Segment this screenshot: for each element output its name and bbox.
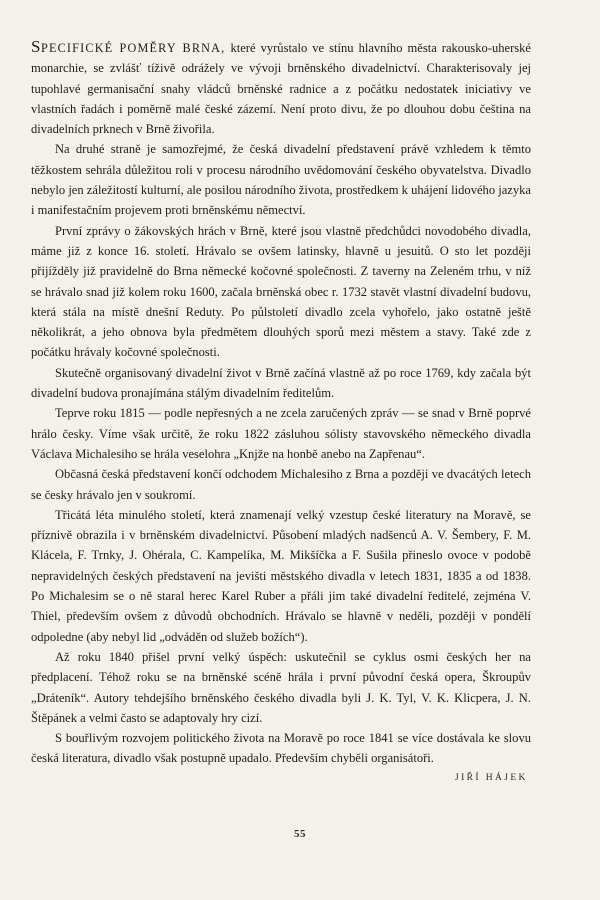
paragraph-5: Teprve roku 1815 — podle nepřesných a ne zcela zaručených zpráv — se snad v Brně poprvé hrálo česky. Víme však určitě, že roku 1822 zásluhou sólisty stavovského německého divadla Václava Michalesiho se hrála veselohra „Knjže na honbě anebo na Zapřenau“. (31, 406, 531, 461)
paragraph-7: Třicátá léta minulého století, která znamenají velký vzestup české literatury na Moravě, se příznivě obrazila i v brněnském divadelnictví. Působení mladých nadšenců A. V. Šembery, F. M. Klácela, F. Trnky, J. Ohérala, C. Kampelíka, M. Mikšíčka a F. Sušila přineslo ovoce v podobě nepravidelných českých představení na jevišti městského divadla v letech 1831, 1835 a od 1838. Po Michalesim se o ně staral herec Karel Ruber a přáli jim také divadelní ředitelé, zejména V. Thiel, především ovšem z důvodů obchodních. Hrávalo se hlavně v neděli, později v pondělí odpoledne (aby nebyl lid „odváděn od služeb božích“). (31, 507, 531, 644)
author-signature: JIŘÍ HÁJEK (455, 773, 528, 783)
paragraph-6: Občasná česká představení končí odchodem Michalesiho z Brna a později ve dvacátých letech se česky hrávalo jen v soukromí. (31, 467, 531, 502)
lead-in-initial: S (31, 37, 41, 56)
paragraph-3: První zprávy o žákovských hrách v Brně, které jsou vlastně předchůdci novodobého divadla, máme již z konce 16. století. Hrávalo se ovšem latinsky, hlavně u jesuitů. O sto let později přijížděly již pravidelně do Brna německé kočovné společnosti. Z taverny na Zeleném trhu, v níž se hrávalo snad již kolem roku 1600, začala brněnská obec r. 1732 stavět vlastní divadelní budovu, která stála na místě dnešní Reduty. Po půlstoletí divadlo zcela vyhořelo, jako ostatně ještě několikrát, a jeho obnova byla předmětem dlouhých sporů mezi městem a stavy. Také zde z počátku hrávaly kočovné společnosti. (31, 223, 531, 360)
paragraph-8: Až roku 1840 přišel první velký úspěch: uskutečnil se cyklus osmi českých her na předplacení. Téhož roku se na brněnské scéně hrála i první původní česká opera, Škroupův „Dráteník“. Autory tehdejšího brněnského českého divadla byli J. K. Tyl, V. K. Klicpera, J. N. Štěpánek a velmi často se adaptovaly hry cizí. (31, 649, 531, 725)
paragraph-1-text: které vyrůstalo ve stínu hlavního města rakousko-uherské monarchie, se zvlášť tíživě odrážely ve vývoji brněnského divadelnictví. Charakterisovaly jej tupohlavé germanisační snahy vládců brněnské radnice a z počátku nedostatek iniciativy ve vlastních řadách i poměrně malé české zázemí. Není proto divu, že po dlouhou dobu čeština na divadelních prknech v Brně živořila. (31, 41, 531, 137)
article-body (31, 37, 531, 769)
paragraph-9: S bouřlivým rozvojem politického života na Moravě po roce 1841 se více dostávala ke slovu česká literatura, divadlo však postupně upadalo. Především chyběli organisátoři. (31, 731, 531, 766)
lead-in-rest: PECIFICKÉ POMĚRY BRNA, (40, 41, 226, 55)
paragraph-4: Skutečně organisovaný divadelní život v Brně začíná vlastně až po roce 1769, kdy začala být divadelní budova pronajímána stálým divadelním ředitelům. (31, 365, 531, 401)
page-number: 55 (294, 828, 306, 840)
paragraph-1 (31, 37, 531, 139)
paragraph-2: Na druhé straně je samozřejmé, že česká divadelní představení právě vzhledem k těmto těžkostem sehrála důležitou roli v procesu národního uvědomování českého obyvatelstva. Divadlo nebylo jen záležitostí kulturní, ale posilou národního života, prostředkem k uhájení lidového jazyka i manifestačním projevem proti brněnskému němectví. (31, 142, 531, 218)
lead-in-small-caps (31, 37, 226, 56)
